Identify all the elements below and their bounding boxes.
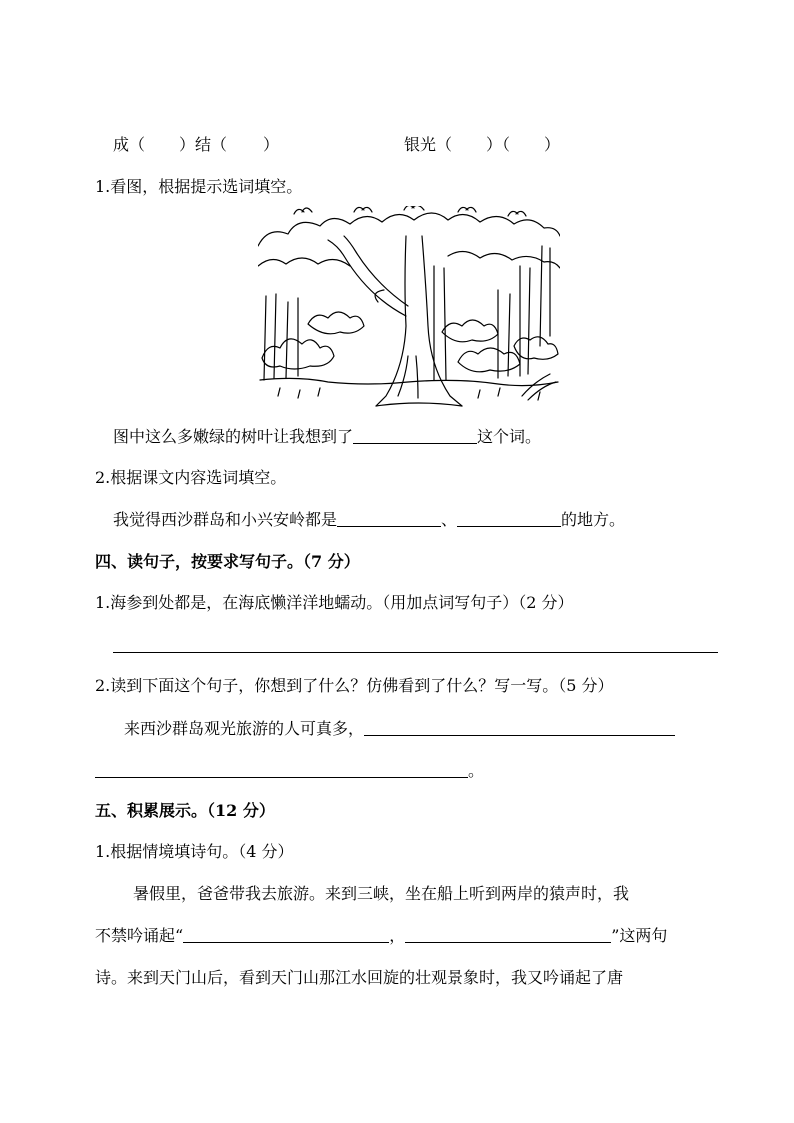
period: 。: [468, 761, 485, 780]
section-5-q1: 1.根据情境填诗句。（4 分）: [95, 842, 294, 861]
comma: ，: [389, 926, 406, 945]
answer-blank[interactable]: [457, 510, 561, 527]
answer-blank[interactable]: [353, 427, 477, 444]
char-fill-row-right: [404, 135, 560, 155]
q2-sentence-after: 的地方。: [561, 510, 626, 529]
para-line2-end: ”这两句: [611, 926, 668, 945]
section-5-heading: 五、积累展示。（12 分）: [95, 801, 275, 820]
paren-close: ）: [263, 135, 280, 154]
q2-sentence-before: 我觉得西沙群岛和小兴安岭都是: [113, 510, 338, 529]
q1-title: 1.看图，根据提示选词填空。: [95, 177, 303, 196]
q2-sentence-text: 来西沙群岛观光旅游的人可真多，: [124, 719, 365, 738]
poem-blank-1[interactable]: [183, 926, 389, 943]
answer-blank[interactable]: [364, 719, 675, 736]
tree-forest-illustration: [258, 206, 560, 412]
paren-close: ）: [544, 135, 561, 154]
section-4-q1: 1.海参到处都是，在海底懒洋洋地蠕动。（用加点词写句子）（2 分）: [95, 593, 574, 612]
q1-sentence-after: 这个词。: [477, 427, 542, 446]
fill-item-yinguang: 银光（: [404, 135, 453, 154]
fill-item-cheng: 成（: [113, 135, 146, 154]
q1-sentence: [113, 427, 541, 447]
fill-item-jie: ）结（: [179, 135, 228, 154]
poem-paragraph-line-1: 暑假里，爸爸带我去旅游。来到三峡，坐在船上听到两岸的猿声时，我: [133, 884, 630, 903]
section-4-q2: 2.读到下面这个句子，你想到了什么？仿佛看到了什么？写一写。（5 分）: [95, 676, 614, 695]
section-4-q2-continuation: [95, 761, 484, 781]
char-fill-row: [113, 135, 279, 155]
answer-blank[interactable]: [337, 510, 441, 527]
q1-sentence-before: 图中这么多嫩绿的树叶让我想到了: [113, 427, 354, 446]
q2-sentence: [113, 510, 625, 530]
separator: 、: [441, 510, 458, 529]
paren-mid: ）（: [486, 135, 511, 154]
q2-title: 2.根据课文内容选词填空。: [95, 468, 287, 487]
poem-paragraph-line-3: 诗。来到天门山后，看到天门山那江水回旋的壮观景象时，我又吟诵起了唐: [95, 968, 624, 987]
poem-blank-2[interactable]: [405, 926, 611, 943]
answer-line[interactable]: [113, 652, 718, 653]
answer-blank[interactable]: [95, 761, 468, 778]
para-line2-start: 不禁吟诵起“: [95, 926, 184, 945]
poem-paragraph-line-2: [95, 926, 667, 946]
section-4-heading: 四、读句子，按要求写句子。（7 分）: [95, 552, 360, 571]
section-4-q2-sentence: [124, 719, 675, 739]
